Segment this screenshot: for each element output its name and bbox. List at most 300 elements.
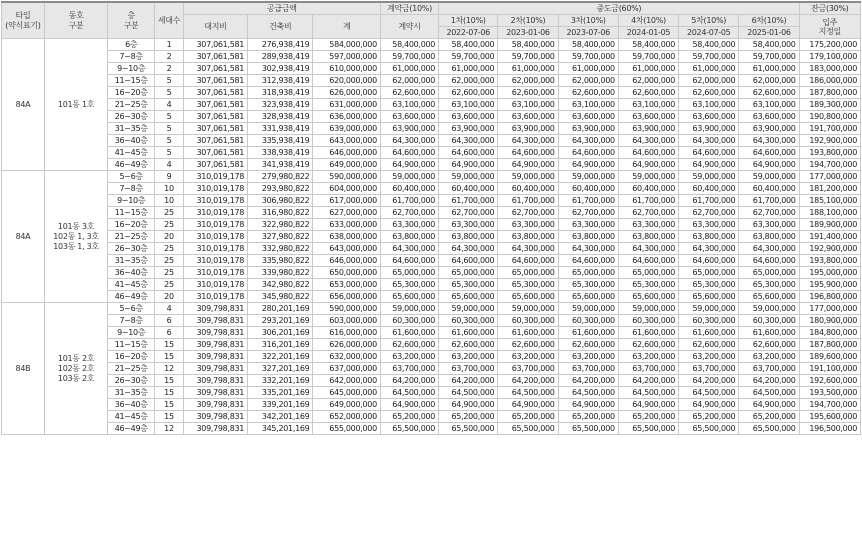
installment-6-cell: 62,600,000: [739, 87, 799, 99]
contract-cell: 63,200,000: [380, 351, 438, 363]
balance-cell: 194,700,000: [799, 399, 860, 411]
installment-5-cell: 60,300,000: [679, 315, 739, 327]
installment-2-cell: 61,700,000: [498, 195, 558, 207]
construction-cell: 293,980,822: [248, 183, 313, 195]
land-cell: 309,798,831: [183, 387, 247, 399]
installment-1-cell: 65,300,000: [439, 279, 498, 291]
total-cell: 590,000,000: [313, 303, 380, 315]
table-row: [2, 207, 861, 219]
installment-2-cell: 59,700,000: [498, 51, 558, 63]
construction-cell: 302,938,419: [248, 63, 313, 75]
installment-1-cell: 62,700,000: [439, 207, 498, 219]
installment-3-cell: 65,500,000: [558, 423, 618, 435]
installment-4-cell: 64,600,000: [618, 147, 678, 159]
installment-5-cell: 63,200,000: [679, 351, 739, 363]
households-cell: 2: [155, 63, 184, 75]
total-cell: 649,000,000: [313, 399, 380, 411]
households-cell: 25: [155, 219, 184, 231]
contract-cell: 64,900,000: [380, 399, 438, 411]
header-installment-1: 1차(10%): [439, 15, 498, 27]
households-cell: 5: [155, 87, 184, 99]
balance-cell: 183,000,000: [799, 63, 860, 75]
installment-3-cell: 59,000,000: [558, 171, 618, 183]
installment-6-cell: 59,000,000: [739, 303, 799, 315]
installment-3-cell: 64,300,000: [558, 243, 618, 255]
installment-3-cell: 63,900,000: [558, 123, 618, 135]
land-cell: 310,019,178: [183, 291, 247, 303]
table-row: [2, 387, 861, 399]
installment-2-cell: 63,200,000: [498, 351, 558, 363]
land-cell: 310,019,178: [183, 243, 247, 255]
installment-4-cell: 59,700,000: [618, 51, 678, 63]
installment-1-cell: 61,000,000: [439, 63, 498, 75]
construction-cell: 331,938,419: [248, 123, 313, 135]
table-row: [2, 195, 861, 207]
construction-cell: 328,938,419: [248, 111, 313, 123]
land-cell: 309,798,831: [183, 315, 247, 327]
installment-5-cell: 64,600,000: [679, 255, 739, 267]
installment-2-cell: 58,400,000: [498, 39, 558, 51]
table-row: [2, 363, 861, 375]
installment-1-cell: 65,500,000: [439, 423, 498, 435]
total-cell: 603,000,000: [313, 315, 380, 327]
total-cell: 631,000,000: [313, 99, 380, 111]
land-cell: 307,061,581: [183, 135, 247, 147]
header-households: 세대수: [155, 2, 184, 39]
contract-cell: 59,700,000: [380, 51, 438, 63]
total-cell: 633,000,000: [313, 219, 380, 231]
construction-cell: 335,980,822: [248, 255, 313, 267]
contract-cell: 61,000,000: [380, 63, 438, 75]
installment-4-cell: 59,000,000: [618, 303, 678, 315]
header-contract: 계약금(10%): [380, 2, 438, 15]
total-cell: 645,000,000: [313, 387, 380, 399]
table-row: [2, 111, 861, 123]
land-cell: 310,019,178: [183, 183, 247, 195]
balance-cell: 195,600,000: [799, 411, 860, 423]
installment-5-cell: 62,600,000: [679, 87, 739, 99]
installment-3-cell: 64,300,000: [558, 135, 618, 147]
construction-cell: 327,201,169: [248, 363, 313, 375]
construction-cell: 345,980,822: [248, 291, 313, 303]
installment-6-cell: 63,900,000: [739, 123, 799, 135]
land-cell: 307,061,581: [183, 39, 247, 51]
installment-3-cell: 64,500,000: [558, 387, 618, 399]
installment-4-cell: 61,700,000: [618, 195, 678, 207]
installment-3-cell: 59,700,000: [558, 51, 618, 63]
header-installment-3: 3차(10%): [558, 15, 618, 27]
floor-cell: 21~25층: [108, 231, 155, 243]
installment-3-cell: 62,600,000: [558, 87, 618, 99]
installment-5-cell: 64,900,000: [679, 159, 739, 171]
table-row: [2, 39, 861, 51]
installment-2-cell: 64,200,000: [498, 375, 558, 387]
installment-2-cell: 63,900,000: [498, 123, 558, 135]
total-cell: 650,000,000: [313, 267, 380, 279]
floor-cell: 11~15층: [108, 339, 155, 351]
balance-cell: 188,100,000: [799, 207, 860, 219]
balance-cell: 191,700,000: [799, 123, 860, 135]
total-cell: 642,000,000: [313, 375, 380, 387]
header-contract-due: 계약시: [380, 15, 438, 39]
installment-5-cell: 61,600,000: [679, 327, 739, 339]
installment-4-cell: 62,600,000: [618, 339, 678, 351]
installment-6-cell: 60,300,000: [739, 315, 799, 327]
installment-4-cell: 63,300,000: [618, 219, 678, 231]
households-cell: 1: [155, 39, 184, 51]
table-row: [2, 51, 861, 63]
floor-cell: 7~8층: [108, 51, 155, 63]
floor-cell: 7~8층: [108, 183, 155, 195]
contract-cell: 61,700,000: [380, 195, 438, 207]
installment-2-cell: 60,300,000: [498, 315, 558, 327]
installment-4-cell: 63,800,000: [618, 231, 678, 243]
construction-cell: 335,938,419: [248, 135, 313, 147]
total-cell: 646,000,000: [313, 255, 380, 267]
total-cell: 616,000,000: [313, 327, 380, 339]
contract-cell: 58,400,000: [380, 39, 438, 51]
installment-4-cell: 63,600,000: [618, 111, 678, 123]
installment-6-cell: 65,300,000: [739, 279, 799, 291]
installment-2-cell: 65,200,000: [498, 411, 558, 423]
header-total: 계: [313, 15, 380, 39]
installment-3-cell: 60,400,000: [558, 183, 618, 195]
households-cell: 5: [155, 135, 184, 147]
installment-3-cell: 65,300,000: [558, 279, 618, 291]
installment-2-cell: 62,600,000: [498, 87, 558, 99]
installment-2-cell: 64,300,000: [498, 135, 558, 147]
installment-2-cell: 64,900,000: [498, 399, 558, 411]
households-cell: 6: [155, 315, 184, 327]
installment-6-cell: 59,700,000: [739, 51, 799, 63]
installment-1-cell: 65,600,000: [439, 291, 498, 303]
balance-cell: 195,000,000: [799, 267, 860, 279]
balance-cell: 196,800,000: [799, 291, 860, 303]
installment-1-cell: 63,900,000: [439, 123, 498, 135]
installment-5-cell: 59,700,000: [679, 51, 739, 63]
households-cell: 10: [155, 195, 184, 207]
installment-4-cell: 64,600,000: [618, 255, 678, 267]
installment-3-cell: 65,600,000: [558, 291, 618, 303]
table-row: [2, 135, 861, 147]
header-floor: 층 구분: [108, 2, 155, 39]
floor-cell: 6층: [108, 39, 155, 51]
table-row: [2, 279, 861, 291]
installment-5-cell: 61,000,000: [679, 63, 739, 75]
total-cell: 626,000,000: [313, 87, 380, 99]
installment-4-cell: 64,500,000: [618, 387, 678, 399]
total-cell: 626,000,000: [313, 339, 380, 351]
contract-cell: 65,200,000: [380, 411, 438, 423]
installment-2-cell: 64,900,000: [498, 159, 558, 171]
installment-3-cell: 63,600,000: [558, 111, 618, 123]
land-cell: 307,061,581: [183, 123, 247, 135]
contract-cell: 62,700,000: [380, 207, 438, 219]
table-row: [2, 219, 861, 231]
installment-6-cell: 61,700,000: [739, 195, 799, 207]
table-row: [2, 351, 861, 363]
installment-5-cell: 65,500,000: [679, 423, 739, 435]
table-header: [2, 2, 861, 39]
total-cell: 617,000,000: [313, 195, 380, 207]
installment-3-cell: 64,600,000: [558, 147, 618, 159]
installment-5-cell: 63,900,000: [679, 123, 739, 135]
land-cell: 307,061,581: [183, 51, 247, 63]
contract-cell: 63,800,000: [380, 231, 438, 243]
table-row: [2, 147, 861, 159]
contract-cell: 61,600,000: [380, 327, 438, 339]
table-row: [2, 183, 861, 195]
balance-cell: 187,800,000: [799, 339, 860, 351]
installment-3-cell: 64,900,000: [558, 399, 618, 411]
floor-cell: 36~40층: [108, 267, 155, 279]
installment-6-cell: 64,600,000: [739, 147, 799, 159]
land-cell: 309,798,831: [183, 327, 247, 339]
installment-3-cell: 64,900,000: [558, 159, 618, 171]
construction-cell: 342,201,169: [248, 411, 313, 423]
floor-cell: 26~30층: [108, 375, 155, 387]
installment-6-cell: 62,000,000: [739, 75, 799, 87]
land-cell: 310,019,178: [183, 207, 247, 219]
installment-3-cell: 64,200,000: [558, 375, 618, 387]
floor-cell: 16~20층: [108, 219, 155, 231]
installment-2-cell: 63,600,000: [498, 111, 558, 123]
table-row: [2, 303, 861, 315]
contract-cell: 62,600,000: [380, 339, 438, 351]
installment-1-cell: 61,600,000: [439, 327, 498, 339]
installment-3-cell: 63,200,000: [558, 351, 618, 363]
balance-cell: 184,800,000: [799, 327, 860, 339]
installment-4-cell: 59,000,000: [618, 171, 678, 183]
balance-cell: 185,100,000: [799, 195, 860, 207]
building-cell: 101동 2호 102동 2호 103동 2호: [44, 303, 107, 435]
total-cell: 649,000,000: [313, 159, 380, 171]
installment-2-cell: 65,300,000: [498, 279, 558, 291]
installment-1-cell: 64,300,000: [439, 135, 498, 147]
installment-4-cell: 65,000,000: [618, 267, 678, 279]
households-cell: 5: [155, 123, 184, 135]
header-installment-2: 2차(10%): [498, 15, 558, 27]
installment-4-cell: 64,300,000: [618, 243, 678, 255]
table-row: [2, 315, 861, 327]
balance-cell: 191,400,000: [799, 231, 860, 243]
land-cell: 310,019,178: [183, 195, 247, 207]
installment-4-cell: 65,500,000: [618, 423, 678, 435]
contract-cell: 62,600,000: [380, 87, 438, 99]
contract-cell: 64,300,000: [380, 135, 438, 147]
construction-cell: 341,938,419: [248, 159, 313, 171]
contract-cell: 63,100,000: [380, 99, 438, 111]
construction-cell: 323,938,419: [248, 99, 313, 111]
installment-6-cell: 65,200,000: [739, 411, 799, 423]
floor-cell: 46~49층: [108, 159, 155, 171]
table-row: [2, 327, 861, 339]
installment-5-cell: 65,200,000: [679, 411, 739, 423]
installment-6-cell: 65,600,000: [739, 291, 799, 303]
balance-cell: 180,900,000: [799, 315, 860, 327]
households-cell: 25: [155, 207, 184, 219]
installment-1-cell: 63,600,000: [439, 111, 498, 123]
installment-1-cell: 62,000,000: [439, 75, 498, 87]
construction-cell: 276,938,419: [248, 39, 313, 51]
contract-cell: 64,300,000: [380, 243, 438, 255]
installment-6-cell: 58,400,000: [739, 39, 799, 51]
installment-2-cell: 62,600,000: [498, 339, 558, 351]
contract-cell: 63,700,000: [380, 363, 438, 375]
table-row: [2, 159, 861, 171]
floor-cell: 26~30층: [108, 243, 155, 255]
households-cell: 12: [155, 423, 184, 435]
households-cell: 20: [155, 231, 184, 243]
construction-cell: 293,201,169: [248, 315, 313, 327]
installment-4-cell: 64,200,000: [618, 375, 678, 387]
installment-6-cell: 64,900,000: [739, 399, 799, 411]
floor-cell: 31~35층: [108, 123, 155, 135]
installment-1-cell: 59,000,000: [439, 171, 498, 183]
installment-1-cell: 59,000,000: [439, 303, 498, 315]
installment-2-cell: 63,300,000: [498, 219, 558, 231]
construction-cell: 280,201,169: [248, 303, 313, 315]
land-cell: 310,019,178: [183, 231, 247, 243]
total-cell: 638,000,000: [313, 231, 380, 243]
total-cell: 656,000,000: [313, 291, 380, 303]
construction-cell: 289,938,419: [248, 51, 313, 63]
households-cell: 25: [155, 279, 184, 291]
type-cell: 84A: [2, 171, 45, 303]
balance-cell: 190,800,000: [799, 111, 860, 123]
construction-cell: 339,980,822: [248, 267, 313, 279]
installment-2-cell: 61,600,000: [498, 327, 558, 339]
construction-cell: 338,938,419: [248, 147, 313, 159]
installment-1-cell: 63,100,000: [439, 99, 498, 111]
land-cell: 307,061,581: [183, 147, 247, 159]
balance-cell: 187,800,000: [799, 87, 860, 99]
land-cell: 310,019,178: [183, 255, 247, 267]
floor-cell: 21~25층: [108, 99, 155, 111]
balance-cell: 193,800,000: [799, 147, 860, 159]
installment-4-cell: 62,000,000: [618, 75, 678, 87]
construction-cell: 318,938,419: [248, 87, 313, 99]
households-cell: 4: [155, 99, 184, 111]
total-cell: 653,000,000: [313, 279, 380, 291]
installment-6-cell: 64,500,000: [739, 387, 799, 399]
installment-4-cell: 60,400,000: [618, 183, 678, 195]
total-cell: 584,000,000: [313, 39, 380, 51]
installment-6-cell: 63,200,000: [739, 351, 799, 363]
table-row: [2, 231, 861, 243]
balance-cell: 194,700,000: [799, 159, 860, 171]
land-cell: 307,061,581: [183, 111, 247, 123]
building-cell: 101동 1호: [44, 39, 107, 171]
installment-5-cell: 65,000,000: [679, 267, 739, 279]
total-cell: 620,000,000: [313, 75, 380, 87]
header-middle: 중도금(60%): [439, 2, 800, 15]
land-cell: 309,798,831: [183, 363, 247, 375]
installment-6-cell: 63,100,000: [739, 99, 799, 111]
construction-cell: 332,980,822: [248, 243, 313, 255]
households-cell: 5: [155, 147, 184, 159]
installment-1-cell: 63,800,000: [439, 231, 498, 243]
installment-3-cell: 62,000,000: [558, 75, 618, 87]
households-cell: 25: [155, 243, 184, 255]
households-cell: 20: [155, 291, 184, 303]
installment-1-cell: 61,700,000: [439, 195, 498, 207]
construction-cell: 327,980,822: [248, 231, 313, 243]
land-cell: 310,019,178: [183, 171, 247, 183]
installment-5-cell: 58,400,000: [679, 39, 739, 51]
installment-3-cell: 61,700,000: [558, 195, 618, 207]
installment-3-cell: 59,000,000: [558, 303, 618, 315]
installment-4-cell: 64,300,000: [618, 135, 678, 147]
households-cell: 6: [155, 327, 184, 339]
land-cell: 307,061,581: [183, 63, 247, 75]
table-row: [2, 99, 861, 111]
land-cell: 310,019,178: [183, 267, 247, 279]
balance-cell: 193,500,000: [799, 387, 860, 399]
contract-cell: 65,300,000: [380, 279, 438, 291]
installment-5-cell: 63,700,000: [679, 363, 739, 375]
balance-cell: 177,000,000: [799, 171, 860, 183]
total-cell: 655,000,000: [313, 423, 380, 435]
land-cell: 309,798,831: [183, 303, 247, 315]
installment-5-cell: 63,300,000: [679, 219, 739, 231]
households-cell: 4: [155, 303, 184, 315]
land-cell: 309,798,831: [183, 375, 247, 387]
installment-4-cell: 61,600,000: [618, 327, 678, 339]
installment-6-cell: 65,000,000: [739, 267, 799, 279]
construction-cell: 342,980,822: [248, 279, 313, 291]
construction-cell: 322,980,822: [248, 219, 313, 231]
floor-cell: 41~45층: [108, 411, 155, 423]
installment-2-cell: 64,600,000: [498, 147, 558, 159]
installment-6-cell: 62,700,000: [739, 207, 799, 219]
installment-5-cell: 65,300,000: [679, 279, 739, 291]
installment-1-cell: 64,600,000: [439, 147, 498, 159]
households-cell: 15: [155, 411, 184, 423]
installment-6-cell: 59,000,000: [739, 171, 799, 183]
installment-3-cell: 61,000,000: [558, 63, 618, 75]
installment-3-cell: 65,200,000: [558, 411, 618, 423]
land-cell: 309,798,831: [183, 339, 247, 351]
installment-2-cell: 61,000,000: [498, 63, 558, 75]
header-supply-price: 공급금액: [183, 2, 380, 15]
installment-2-cell: 63,800,000: [498, 231, 558, 243]
installment-1-cell: 65,200,000: [439, 411, 498, 423]
households-cell: 15: [155, 399, 184, 411]
table-row: [2, 243, 861, 255]
installment-1-cell: 60,300,000: [439, 315, 498, 327]
table-row: [2, 423, 861, 435]
households-cell: 9: [155, 171, 184, 183]
installment-4-cell: 63,700,000: [618, 363, 678, 375]
header-installment-5-date: 2024-07-05: [679, 27, 739, 39]
installment-5-cell: 59,000,000: [679, 171, 739, 183]
installment-6-cell: 64,200,000: [739, 375, 799, 387]
contract-cell: 63,600,000: [380, 111, 438, 123]
installment-1-cell: 60,400,000: [439, 183, 498, 195]
installment-2-cell: 59,000,000: [498, 303, 558, 315]
households-cell: 15: [155, 375, 184, 387]
households-cell: 10: [155, 183, 184, 195]
installment-6-cell: 63,800,000: [739, 231, 799, 243]
floor-cell: 11~15층: [108, 75, 155, 87]
floor-cell: 41~45층: [108, 279, 155, 291]
households-cell: 25: [155, 267, 184, 279]
installment-5-cell: 64,300,000: [679, 135, 739, 147]
installment-2-cell: 65,600,000: [498, 291, 558, 303]
installment-1-cell: 64,200,000: [439, 375, 498, 387]
installment-4-cell: 58,400,000: [618, 39, 678, 51]
